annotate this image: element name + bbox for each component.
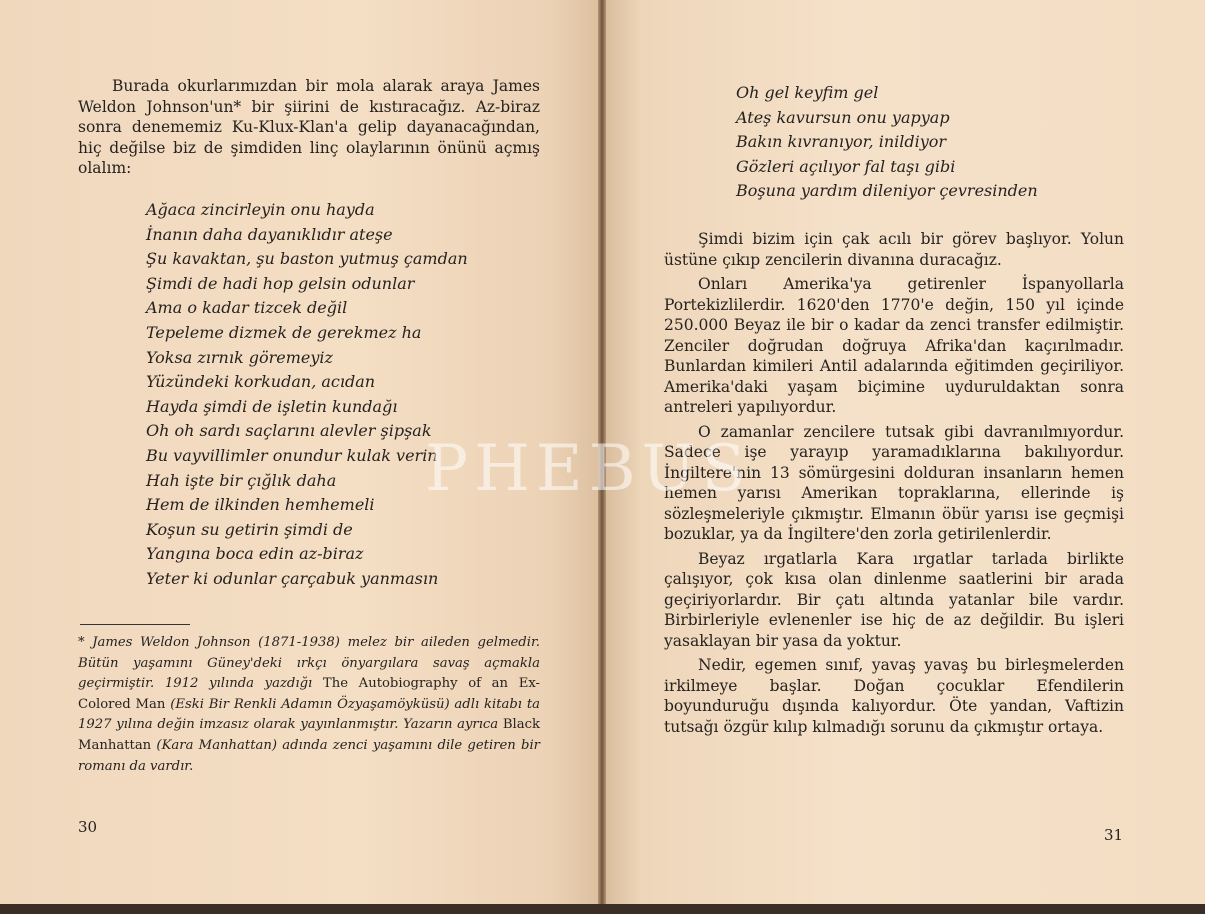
poem-line: Hayda şimdi de işletin kundağı: [146, 396, 398, 416]
poem-line: Oh gel keyfim gel: [736, 83, 879, 102]
page-number-left: 30: [78, 818, 98, 836]
poem-line: Bu vayvillimler onundur kulak verin: [146, 445, 438, 465]
body-paragraph: Şimdi bizim için çak acılı bir görev başlıyor. Yolun üstüne çıkıp zencilerin divanına duracağız.: [664, 230, 1124, 269]
body-paragraph: Nedir, egemen sınıf, yavaş yavaş bu birleşmelerden irkilmeye başlar. Doğan çocuklar Efendilerin boyunduruğu dışında kalıyordur. Öte yandan, Vaftizin tutsağı özgür kılıp kılmadığı sorunu da çıkmıştır ortaya.: [664, 656, 1124, 736]
poem-line: Yangına boca edin az-biraz: [146, 544, 364, 564]
footnote-text-3: (Kara Manhattan) adında zenci yaşamını dile getiren bir romanı da vardır.: [78, 737, 540, 774]
left-poem: [146, 198, 468, 592]
poem-line: Bakın kıvranıyor, inildiyor: [736, 132, 947, 152]
poem-line: Oh oh sardı saçlarını alevler şipşak: [146, 421, 432, 441]
poem-line: Yeter ki odunlar çarçabuk yanmasın: [146, 568, 439, 588]
footnote: [78, 633, 540, 777]
poem-line: Hah işte bir çığlık daha: [146, 470, 337, 490]
poem-line: Ağaca zincirleyin onu hayda: [146, 200, 375, 219]
body-paragraph: O zamanlar zencilere tutsak gibi davranılmıyordur. Sadece işe yarayıp yaramadıklarına bakılıyordur. İngiltere'nin 13 sömürgesini dolduran insanların hemen hemen yarısı Amerikan topraklarına, ellerinde iş sözleşmeleriyle çıkmıştır. Elmanın öbür yarısı ise geçmişi bozuklar, ya da İngiltere'den zorla getirilenlerdir.: [664, 422, 1124, 543]
poem-line: Gözleri açılıyor fal taşı gibi: [736, 156, 956, 176]
body-paragraph: Onları Amerika'ya getirenler İspanyollarla Portekizlilerdir. 1620'den 1770'e değin, 150 yıl içinde 250.000 Beyaz ile bir o kadar da zenci transfer edilmiştir. Zenciler doğrudan doğruya Afrika'dan kaçırılmadır. Bunlardan kimileri Antil adalarında eğitimden geçiriliyor. Amerika'daki yaşam biçimine uyduruldaktan sonra antreleri yapılıyordur.: [664, 275, 1124, 416]
bottom-edge: [0, 904, 1205, 914]
footnote-book-title-2: Black Manhattan: [78, 717, 540, 753]
footnote-rule: [80, 624, 190, 625]
poem-line: Boşuna yardım dileniyor çevresinden: [736, 181, 1038, 201]
footnote-text-2: (Eski Bir Renkli Adamın Özyaşamöyküsü) adlı kitabı ta 1927 yılına değin imzasız olarak yayınlanmıştır. Yazarın ayrıca: [78, 696, 540, 733]
watermark-text: PHEBUS: [425, 432, 752, 506]
right-poem: [736, 81, 1038, 204]
poem-line: Yüzündeki korkudan, acıdan: [146, 372, 376, 392]
poem-line: Yoksa zırnık göremeyiz: [146, 347, 333, 367]
poem-line: Koşun su getirin şimdi de: [146, 519, 353, 539]
poem-line: Ateş kavursun onu yapyap: [736, 107, 950, 127]
footnote-marker: *: [78, 635, 85, 650]
poem-line: Şu kavaktan, şu baston yutmuş çamdan: [146, 249, 468, 269]
poem-line: Ama o kadar tizcek değil: [146, 298, 348, 318]
poem-line: Tepeleme dizmek de gerekmez ha: [146, 322, 422, 342]
body-paragraph: Beyaz ırgatlarla Kara ırgatlar tarlada birlikte çalışıyor, çok kısa olan dinlenme saatlerini bir arada geçiriyorlardır. Bir çatı altında yatanlar bile vardır. Birbirleriyle evlenenler ise hiç de az değildir. Bu işleri yasaklayan bir yasa da yoktur.: [664, 549, 1124, 650]
poem-line: Şimdi de hadi hop gelsin odunlar: [146, 273, 415, 293]
page-number-right: 31: [1104, 826, 1124, 844]
poem-line: Hem de ilkinden hemhemeli: [146, 495, 375, 515]
intro-paragraph: Burada okurlarımızdan bir mola alarak araya James Weldon Johnson'un* bir şiirini de kıstıracağız. Az-biraz sonra denememiz Ku-Klux-Klan'a gelip dayanacağından, hiç değilse biz de şimdiden linç olaylarının önünü açmış olalım:: [78, 77, 540, 177]
left-intro: [78, 76, 540, 179]
poem-line: İnanın daha dayanıklıdır ateşe: [146, 224, 393, 244]
footnote-book-title-1: The Autobiography of an Ex-Colored Man: [78, 676, 540, 712]
footnote-text-1: James Weldon Johnson (1871-1938) melez bir aileden gelmedir. Bütün yaşamını Güney'deki ırkçı önyargılara savaş açmakla geçirmiştir. 1912 yılında yazdığı: [78, 635, 540, 692]
